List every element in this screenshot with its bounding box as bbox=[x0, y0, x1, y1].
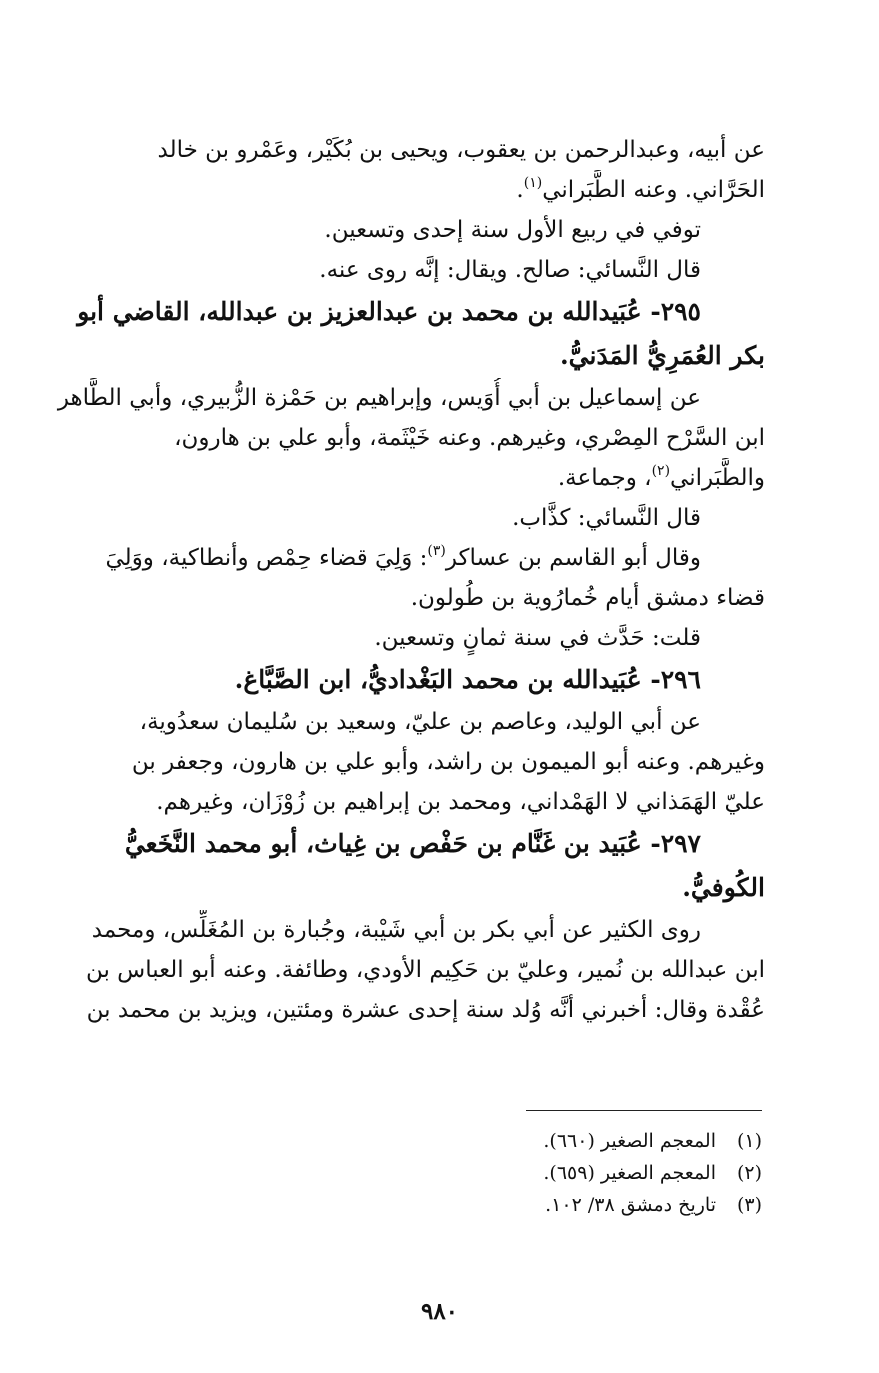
text-line: قلت: حَدَّث في سنة ثمانٍ وتسعين. bbox=[374, 625, 701, 651]
main-text bbox=[40, 130, 765, 1030]
text-line: وغيرهم. وعنه أبو الميمون بن راشد، وأبو علي بن هارون، وجعفر بن bbox=[131, 749, 765, 775]
text-line: روى الكثير عن أبي بكر بن أبي شَيْبة، وجُبارة بن المُغَلِّس، ومحمد bbox=[91, 917, 701, 943]
text-line: عن إسماعيل بن أبي أُوَيس، وإبراهيم بن حَمْزة الزُّبيري، وأبي الطَّاهر bbox=[57, 385, 701, 411]
text-line: توفي في ربيع الأول سنة إحدى وتسعين. bbox=[324, 217, 701, 243]
text-line: ابن السَّرْح المِصْري، وغيرهم. وعنه خَيْثَمة، وأبو علي بن هارون، bbox=[174, 425, 765, 451]
text-line: عن أبي الوليد، وعاصم بن عليّ، وسعيد بن سُليمان سعدُوية، bbox=[139, 709, 701, 735]
text-line: وقال أبو القاسم بن عساكر$^{(٣)}$: وَلِيَ قضاء حِمْص وأنطاكية، ووَلِيَ bbox=[105, 543, 701, 571]
text-line: قضاء دمشق أيام خُمارُوية بن طُولون. bbox=[410, 585, 765, 611]
footnote-separator bbox=[526, 1110, 762, 1111]
text-line: عليّ الهَمَذاني لا الهَمْداني، ومحمد بن إبراهيم بن زُوْزَان، وغيرهم. bbox=[156, 789, 765, 815]
footnote-ref[interactable]: (٢) bbox=[651, 463, 671, 479]
footnote-item: (٣)تاريخ دمشق ٣٨/ ١٠٢. bbox=[545, 1194, 762, 1216]
text-line: عُقْدة وقال: أخبرني أنَّه وُلد سنة إحدى عشرة ومئتين، ويزيد بن محمد بن bbox=[86, 997, 765, 1023]
entry-heading-295: ٢٩٥- عُبَيدالله بن محمد بن عبدالعزيز بن عبدالله، القاضي أبو bbox=[77, 297, 701, 326]
entry-heading-297: ٢٩٧- عُبَيد بن غَنَّام بن حَفْص بن غِياث، أبو محمد النَّخَعيُّ bbox=[124, 829, 701, 858]
footnote-ref[interactable]: (٣) bbox=[427, 543, 446, 559]
text-line: الحَرَّاني. وعنه الطَّبَراني$^{(١)}$. bbox=[516, 175, 765, 203]
text-line: ابن عبدالله بن نُمير، وعليّ بن حَكِيم الأودي، وطائفة. وعنه أبو العباس بن bbox=[85, 957, 765, 983]
text-line: قال النَّسائي: كذَّاب. bbox=[512, 505, 701, 531]
footnote-item: (٢)المعجم الصغير (٦٥٩). bbox=[543, 1162, 762, 1184]
footnote-ref[interactable]: (١) bbox=[523, 175, 543, 191]
text-line: عن أبيه، وعبدالرحمن بن يعقوب، ويحيى بن بُكَيْر، وعَمْرو بن خالد bbox=[157, 137, 765, 163]
text-line: والطَّبَراني$^{(٢)}$، وجماعة. bbox=[557, 463, 765, 491]
entry-heading-295-cont: بكر العُمَرِيُّ المَدَنيُّ. bbox=[559, 341, 765, 370]
footnotes bbox=[300, 1125, 762, 1221]
page-number: ٩٨٠ bbox=[420, 1298, 459, 1325]
entry-heading-296: ٢٩٦- عُبَيدالله بن محمد البَغْداديُّ، ابن الصَّبَّاغ. bbox=[234, 665, 701, 694]
text-line: قال النَّسائي: صالح. ويقال: إنَّه روى عنه. bbox=[319, 257, 701, 283]
footnote-item: (١)المعجم الصغير (٦٦٠). bbox=[543, 1130, 762, 1152]
entry-heading-297-cont: الكُوفيُّ. bbox=[682, 873, 765, 902]
